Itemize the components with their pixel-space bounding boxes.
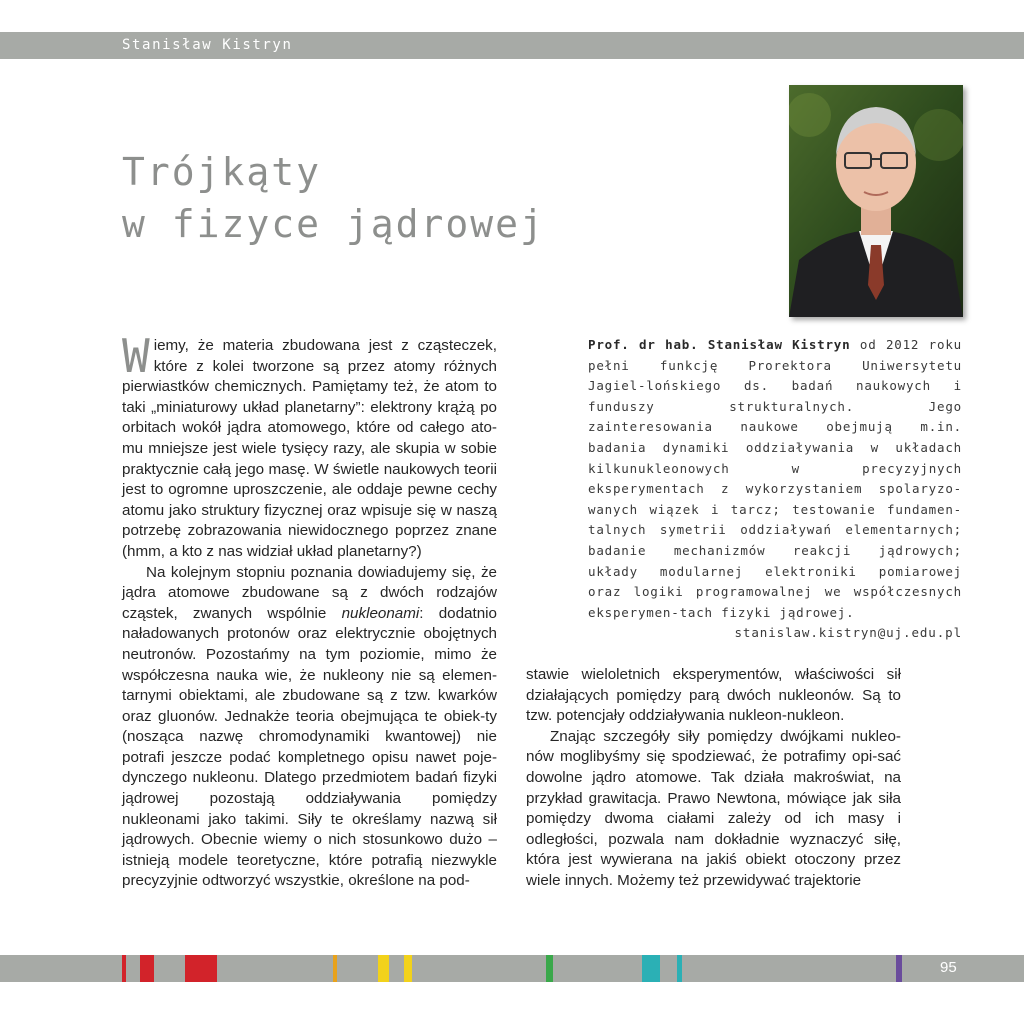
article-title: [122, 146, 545, 250]
drop-cap: W: [122, 329, 150, 383]
footer-stripe-yellow-1: [378, 955, 389, 982]
footer-stripe-purple: [896, 955, 902, 982]
author-bio-name: Prof. dr hab. Stanisław Kistryn: [588, 337, 851, 352]
footer-stripe-yellow-2: [404, 955, 412, 982]
footer-stripe-green: [546, 955, 553, 982]
paragraph-2-text-b: : dodatnio naładowanych protonów oraz elektrycznie obojętnych neutronów. Pozostańmy na tym poziomie, mimo że współczesna nauka wie, że nukleony nie są elemen-tarnymi obiektami, ale zbudowane są z tzw. kwarków oraz gluonów. Jednakże teoria obejmująca te obiek-ty (nosząca nazwę chromodynamiki kwantowej) nie potrafi jeszcze podać kompletnego opisu nawet poje-dynczego nukleonu. Dlatego przedmiotem badań fizyki jądrowej pozostają oddziaływania pomiędzy nukleonami jako takimi. Siły te określamy nazwą sił jądrowych. Obecnie wiemy o nich stosunkowo dużo – istnieją modele teoretyczne, które potrafią niezwykle precyzyjnie odtworzyć wszystkie, określone na pod-: [122, 604, 497, 890]
paragraph-1: [122, 329, 497, 563]
footer-stripe-teal-2: [677, 955, 682, 982]
paragraph-3: stawie wieloletnich eksperymentów, właściwości sił działających pomiędzy parą dwóch nukleonów. Są to tzw. potencjały oddziaływania nukleon-nukleon.: [526, 666, 901, 725]
footer-stripe-red-1: [122, 955, 126, 982]
header-bar: [0, 32, 1024, 59]
footer-stripe-red-2: [140, 955, 154, 982]
author-email[interactable]: stanislaw.kistryn@uj.edu.pl: [734, 625, 962, 640]
author-portrait: [789, 85, 963, 317]
paragraph-2: [122, 563, 497, 893]
paragraph-2-italic: nukleonami: [341, 604, 420, 622]
footer-stripe-red-3: [185, 955, 217, 982]
running-head-author: Stanisław Kistryn: [122, 37, 293, 53]
title-line-1: Trójkąty: [122, 150, 322, 194]
footer-bar: [0, 955, 1024, 982]
article-column-left: [122, 329, 497, 892]
page-number: 95: [940, 959, 957, 976]
author-bio-text: od 2012 roku pełni funkcję Prorektora Uniwersytetu Jagiel-lońskiego ds. badań naukowych i funduszy strukturalnych. Jego zainteresowania naukowe obejmują m.in. badania dynamiki oddziaływania w układach kilkunukleonowych w precyzyjnych eksperymentach z wykorzystaniem spolaryzo-wanych wiązek i tarcz; testowanie fundamen-talnych symetrii oddziaływań elementarnych; badanie mechanizmów reakcji jądrowych; układy modularnej elektroniki pomiarowej oraz logiki programowalnej we współczesnych eksperymen-tach fizyki jądrowej.: [588, 337, 962, 620]
author-bio: [588, 335, 962, 623]
paragraph-4: Znając szczegóły siły pomiędzy dwójkami nukleo-nów moglibyśmy się spodziewać, że potrafimy opi-sać dowolne jądro atomowe. Tak działa makroświat, na przykład grawitacja. Prawo Newtona, mówiące jak siła pomiędzy dwoma ciałami zależy od ich masy i odległości, pozwala nam dokładnie wyznaczyć siłę, która jest wywierana na jakiś obiekt otoczony przez wiele innych. Możemy też przewidywać trajektorie: [526, 727, 901, 889]
footer-stripe-teal-1: [642, 955, 660, 982]
paragraph-2-text-a: Na kolejnym stopniu poznania dowiadujemy się, że jądra atomowe zbudowane są z dwóch rodzajów cząstek, zwanych wspólnie: [122, 563, 497, 622]
title-line-2: w fizyce jądrowej: [122, 202, 545, 246]
article-column-right: [526, 665, 901, 892]
paragraph-1-text: iemy, że materia zbudowana jest z cząsteczek, które z kolei tworzone są przez atomy różnych pierwiastków chemicznych. Pamiętamy też, że atom to taki „miniaturowy układ planetarny”: elektrony krążą po orbitach wokół jądra atomowego, które od całego ato-mu mniejsze jest wiele tysięcy razy, ale skupia w sobie praktycznie całą jego masę. W świetle naukowych teorii jest to ogromne uproszczenie, ale oddaje pewne cechy atomu jako struktury fizycznej oraz wpisuje się w naszą potrzebę zobrazowania niewidocznego poprzez znane (hmm, a kto z nas widział układ planetarny?): [122, 337, 497, 560]
footer-stripe-orange: [333, 955, 337, 982]
